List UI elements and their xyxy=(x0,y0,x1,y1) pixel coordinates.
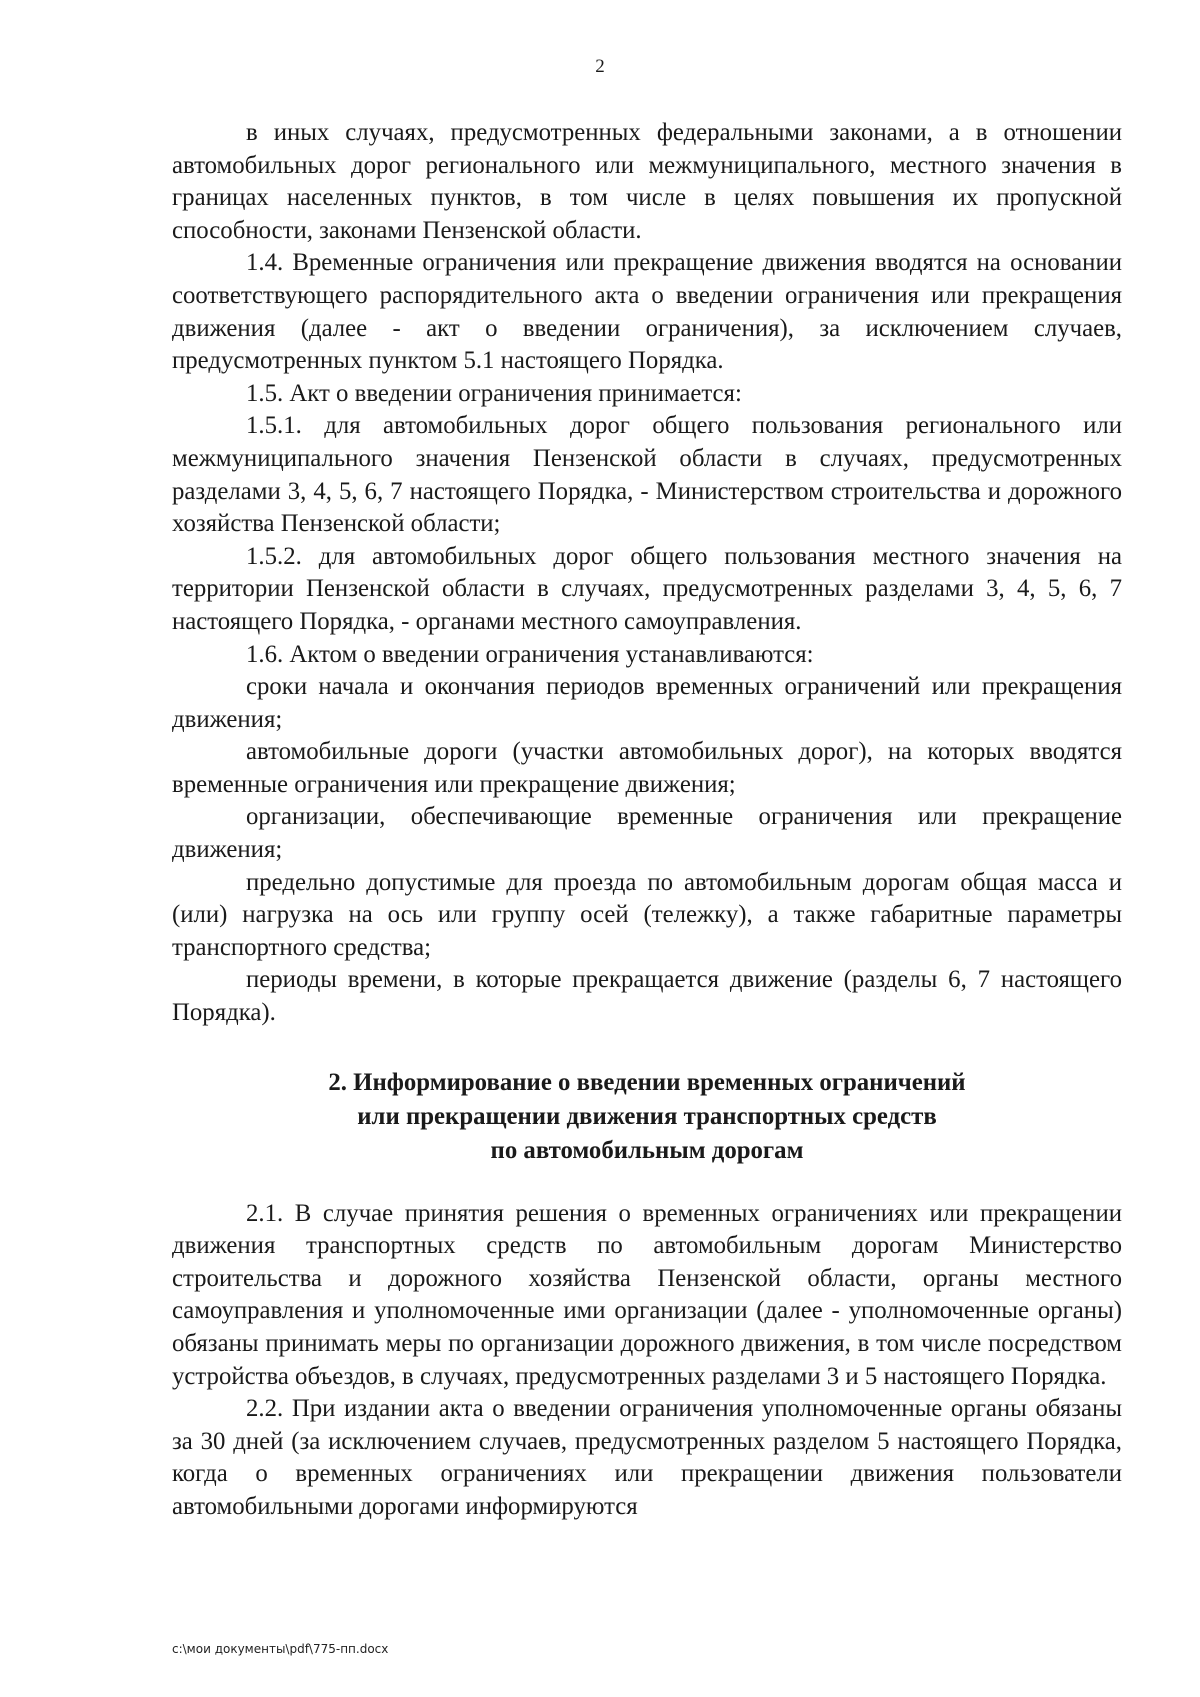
paragraph-1-5-1: 1.5.1. для автомобильных дорог общего пользования регионального или межмуниципального значения Пензенской области в случаях, предусмотренных разделами 3, 4, 5, 6, 7 настоящего Порядка, - Министерством строительства и дорожного хозяйства Пензенской области; xyxy=(172,412,1122,538)
section-heading-line: или прекращении движения транспортных средств xyxy=(357,1102,937,1130)
paragraph-2-1: 2.1. В случае принятия решения о временных ограничениях или прекращении движения транспортных средств по автомобильным дорогам Министерство строительства и дорожного хозяйства Пензенской области, органы местного самоуправления и уполномоченные ими организации (далее - уполномоченные органы) обязаны принимать меры по организации дорожного движения, в том числе посредством устройства объездов, в случаях, предусмотренных разделами 3 и 5 настоящего Порядка. xyxy=(172,1199,1122,1390)
paragraph-continuation: в иных случаях, предусмотренных федеральными законами, а в отношении автомобильных дорог регионального или межмуниципального, местного значения в границах населенных пунктов, в том числе в целях повышения их пропускной способности, законами Пензенской области. xyxy=(172,119,1122,244)
footer-file-path: c:\мои документы\pdf\775-пп.docx xyxy=(172,1642,389,1656)
list-item-roads: автомобильные дороги (участки автомобильных дорог), на которых вводятся временные ограничения или прекращение движения; xyxy=(172,738,1122,798)
paragraph-1-5-2: 1.5.2. для автомобильных дорог общего пользования местного значения на территории Пензенской области в случаях, предусмотренных разделами 3, 4, 5, 6, 7 настоящего Порядка, - органами местного самоуправления. xyxy=(172,542,1122,635)
list-item-time-periods: периоды времени, в которые прекращается движение (разделы 6, 7 настоящего Порядка). xyxy=(172,966,1122,1027)
section-heading-line: 2. Информирование о введении временных ограничений xyxy=(328,1068,966,1096)
paragraph-1-6: 1.6. Актом о введении ограничения устанавливаются: xyxy=(246,640,814,668)
section-heading-line: по автомобильным дорогам xyxy=(490,1136,804,1164)
list-item-terms: сроки начала и окончания периодов временных ограничений или прекращения движения; xyxy=(172,673,1122,733)
list-item-mass-limits: предельно допустимые для проезда по автомобильным дорогам общая масса и (или) нагрузка на ось или группу осей (тележку), а также габаритные параметры транспортного средства; xyxy=(172,868,1122,961)
paragraph-1-4: 1.4. Временные ограничения или прекращение движения вводятся на основании соответствующего распорядительного акта о введении ограничения или прекращения движения (далее - акт о введении ограничения), за исключением случаев, предусмотренных пунктом 5.1 настоящего Порядка. xyxy=(172,249,1122,375)
list-item-organizations: организации, обеспечивающие временные ограничения или прекращение движения; xyxy=(172,803,1122,864)
section-heading xyxy=(172,1066,1122,1168)
document-body xyxy=(172,117,1122,1524)
paragraph-1-5: 1.5. Акт о введении ограничения принимается: xyxy=(246,379,742,407)
page-number: 2 xyxy=(595,56,605,77)
paragraph-2-2: 2.2. При издании акта о введении ограничения уполномоченные органы обязаны за 30 дней (за исключением случаев, предусмотренных разделом 5 настоящего Порядка, когда о временных ограничениях или прекращении движения пользователи автомобильными дорогами информируются xyxy=(172,1395,1122,1520)
